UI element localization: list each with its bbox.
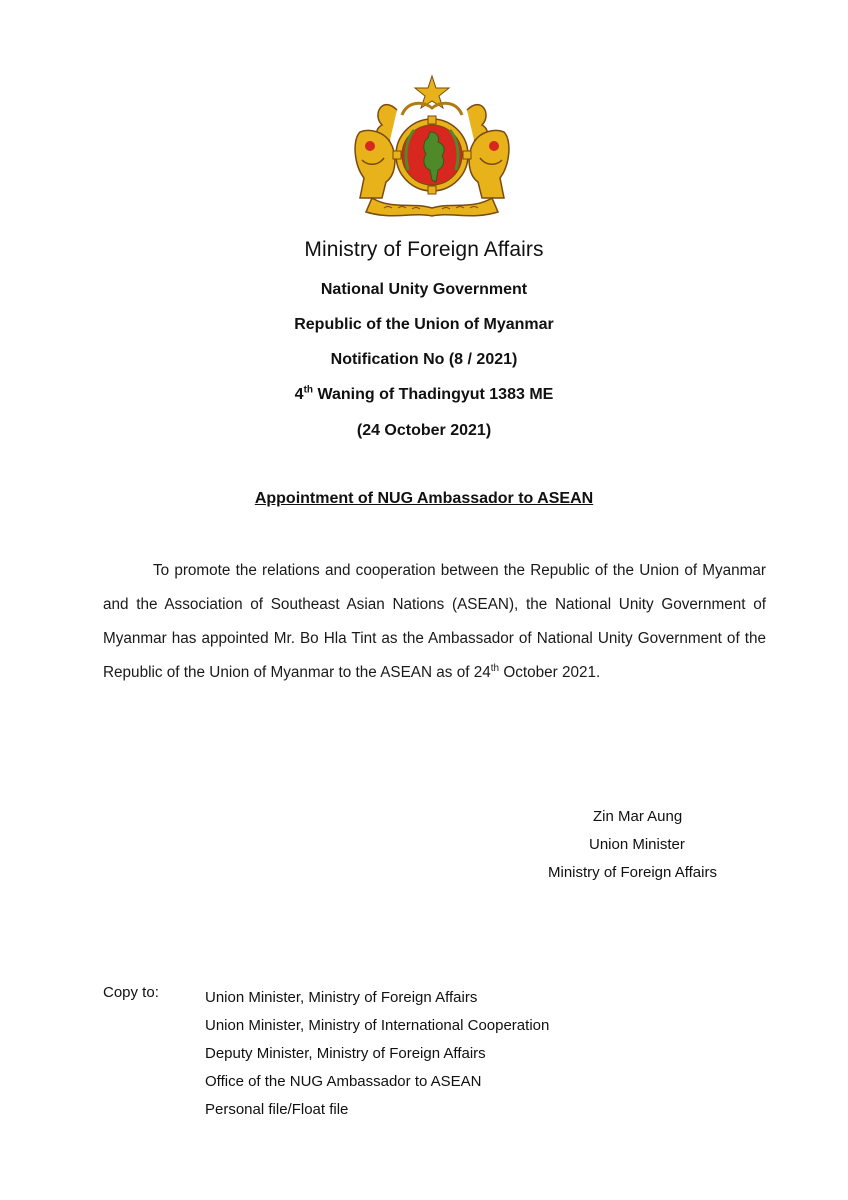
signatory-name: Zin Mar Aung	[593, 808, 683, 825]
body-date-suffix: th	[490, 662, 500, 674]
subject-heading: Appointment of NUG Ambassador to ASEAN	[254, 490, 594, 507]
ministry-title: Ministry of Foreign Affairs	[304, 238, 544, 261]
government-name: National Unity Government	[320, 281, 528, 298]
copy-recipient: Deputy Minister, Ministry of Foreign Affairs	[205, 1045, 486, 1062]
body-text: To promote the relations and cooperation between the Republic of the Union of Myanmar and the Association of Southeast Asian Nations (ASEAN), the National Unity Government of Myanmar has appointed Mr. Bo Hla Tint as the Ambassador of National Unity Government of the Republic of the Union of Myanmar to the ASEAN as of 24	[103, 562, 766, 681]
emblem-seal-icon	[342, 70, 522, 220]
copy-recipient: Office of the NUG Ambassador to ASEAN	[205, 1073, 482, 1090]
copy-to-label: Copy to:	[103, 984, 159, 1001]
copy-recipient: Personal file/Float file	[205, 1101, 349, 1118]
copy-recipient: Union Minister, Ministry of Foreign Affairs	[205, 989, 478, 1006]
myanmar-date-text: Waning of Thadingyut 1383 ME	[313, 386, 554, 403]
myanmar-calendar-date	[0, 386, 848, 404]
republic-name: Republic of the Union of Myanmar	[294, 316, 554, 333]
notification-number: Notification No (8 / 2021)	[330, 351, 518, 368]
state-emblem	[342, 70, 522, 220]
body-paragraph	[103, 554, 766, 690]
gregorian-date: (24 October 2021)	[356, 422, 492, 439]
copy-recipient: Union Minister, Ministry of International Cooperation	[205, 1017, 550, 1034]
signatory-office: Ministry of Foreign Affairs	[548, 864, 717, 881]
myanmar-date-suffix: th	[303, 384, 314, 396]
body-text-end: October 2021.	[499, 664, 601, 681]
signatory-title: Union Minister	[589, 836, 685, 853]
copy-to-list	[205, 984, 549, 1124]
myanmar-date-ordinal: 4	[294, 386, 304, 403]
